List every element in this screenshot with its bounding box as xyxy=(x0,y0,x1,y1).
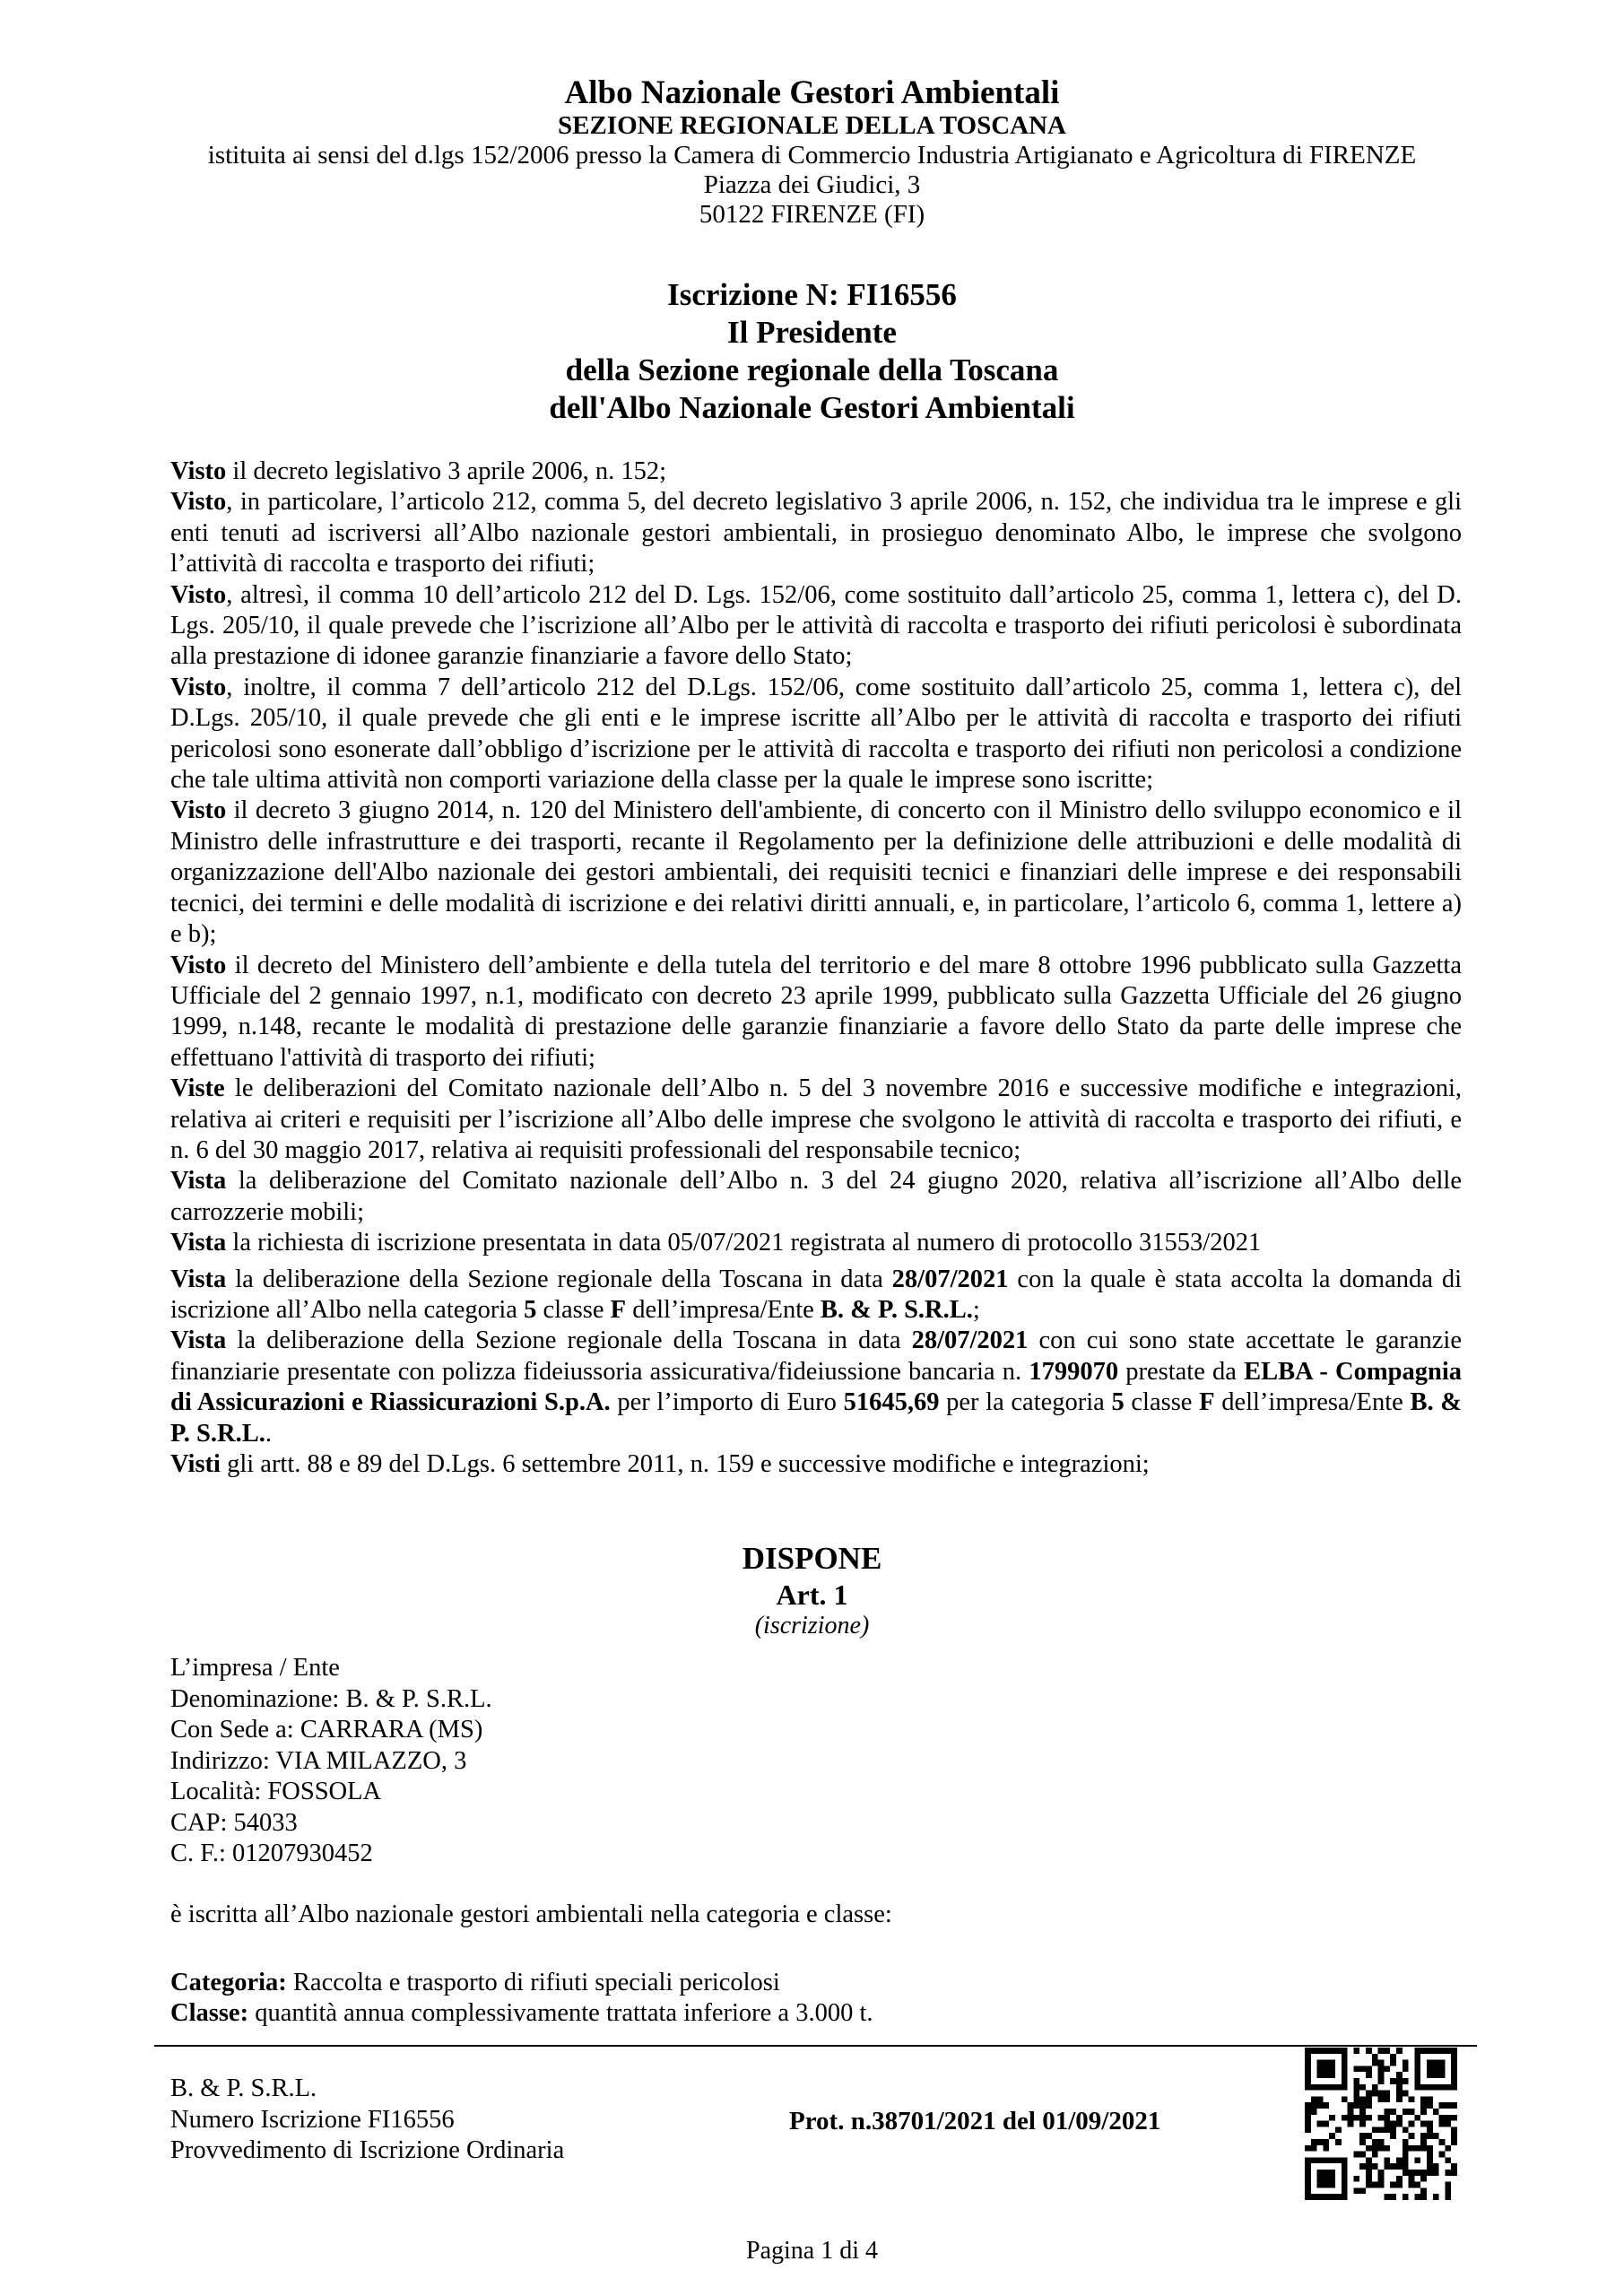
page-number: Pagina 1 di 4 xyxy=(746,2237,878,2265)
document-header xyxy=(0,75,1624,230)
footer-firm: B. & P. S.R.L. xyxy=(170,2074,317,2102)
president-title: Il Presidente xyxy=(727,315,897,350)
recital: Visto il decreto legislativo 3 aprile 2006, n. 152; xyxy=(170,457,667,485)
article-subtitle: (iscrizione) xyxy=(754,1612,870,1639)
category-class xyxy=(170,1968,873,2029)
recital-deliberation-acceptance: Vista la deliberazione della Sezione regionale della Toscana in data 28/07/2021 con la quale è stata accolta la domanda di iscrizione all’Albo nella categoria 5 classe F dell’impresa/Ente B. & P. S.R.L.; xyxy=(170,1265,1462,1324)
recital: Visto, altresì, il comma 10 dell’articolo 212 del D. Lgs. 152/06, come sostituito dall’articolo 25, comma 1, lettera c), del D. Lgs. 205/10, il quale prevede che l’iscrizione all’Albo per le attività di raccolta e trasporto dei rifiuti pericolosi è subordinata alla prestazione di idonee garanzie finanziarie a favore dello Stato; xyxy=(170,580,1462,671)
entity-name: Denominazione: B. & P. S.R.L. xyxy=(170,1684,492,1713)
protocol-number: Prot. n.38701/2021 del 01/09/2021 xyxy=(789,2107,1161,2135)
recital: Vista la deliberazione del Comitato nazionale dell’Albo n. 3 del 24 giugno 2020, relativa all’iscrizione all’Albo delle carrozzerie mobili; xyxy=(170,1167,1462,1226)
recital: Visto il decreto 3 giugno 2014, n. 120 del Ministero dell'ambiente, di concerto con il Ministro dello sviluppo economico e il Ministro delle infrastrutture e dei trasporti, recante il Regolamento per la definizione delle attribuzioni e delle modalità di organizzazione dell'Albo nazionale dei gestori ambientali, dei requisiti tecnici e finanziari delle imprese e dei responsabili tecnici, dei termini e delle modalità di iscrizione e dei relativi diritti annuali, e, in particolare, l’articolo 6, comma 1, lettere a) e b); xyxy=(170,796,1462,949)
registration-number: Iscrizione N: FI16556 xyxy=(667,277,957,312)
entity-details xyxy=(170,1653,492,1870)
header-institution: istituita ai sensi del d.lgs 152/2006 presso la Camera di Commercio Industria Artigianato e Agricoltura di FIRENZE xyxy=(207,141,1417,170)
dispone-heading: DISPONE xyxy=(742,1541,882,1576)
qr-code-icon xyxy=(1305,2048,1457,2200)
header-title: Albo Nazionale Gestori Ambientali xyxy=(564,74,1060,111)
recital-deliberation-guarantees: Vista la deliberazione della Sezione regionale della Toscana in data 28/07/2021 con cui sono state accettate le garanzie finanziarie presentate con polizza fideiussoria assicurativa/fideiussione bancaria n. 1799070 prestate da ELBA - Compagnia di Assicurazioni e Riassicurazioni S.p.A. per l’importo di Euro 51645,69 per la categoria 5 classe F dell’impresa/Ente B. & P. S.R.L.. xyxy=(170,1326,1462,1448)
class-line: Classe: quantità annua complessivamente trattata inferiore a 3.000 t. xyxy=(170,1999,873,2027)
recital: Visti gli artt. 88 e 89 del D.Lgs. 6 settembre 2011, n. 159 e successive modifiche e integrazioni; xyxy=(170,1450,1150,1478)
recital: Vista la richiesta di iscrizione presentata in data 05/07/2021 registrata al numero di protocollo 31553/2021 xyxy=(170,1229,1262,1257)
entity-locality: Località: FOSSOLA xyxy=(170,1778,382,1805)
footer-divider xyxy=(154,2045,1477,2047)
footer-info xyxy=(170,2074,564,2167)
entity-intro: L’impresa / Ente xyxy=(170,1654,340,1682)
document-titles xyxy=(0,276,1624,427)
entity-cap: CAP: 54033 xyxy=(170,1808,298,1837)
entity-address: Indirizzo: VIA MILAZZO, 3 xyxy=(170,1746,467,1775)
header-address: Piazza dei Giudici, 3 xyxy=(703,170,921,199)
header-section: SEZIONE REGIONALE DELLA TOSCANA xyxy=(557,111,1066,140)
recital: Visto, in particolare, l’articolo 212, comma 5, del decreto legislativo 3 aprile 2006, n. 152, che individua tra le imprese e gli enti tenuti ad iscriversi all’Albo nazionale gestori ambientali, in prosieguo denominato Albo, le imprese che svolgono l’attività di raccolta e trasporto dei rifiuti; xyxy=(170,488,1462,578)
albo-title: dell'Albo Nazionale Gestori Ambientali xyxy=(549,390,1075,425)
footer-number: Numero Iscrizione FI16556 xyxy=(170,2105,455,2134)
recital: Viste le deliberazioni del Comitato nazionale dell’Albo n. 5 del 3 novembre 2016 e successive modifiche e integrazioni, relativa ai criteri e requisiti per l’iscrizione all’Albo delle imprese che svolgono le attività di raccolta e trasporto dei rifiuti, e n. 6 del 30 maggio 2017, relativa ai requisiti professionali del responsabile tecnico; xyxy=(170,1074,1462,1164)
article-heading: Art. 1 xyxy=(776,1578,848,1611)
recital: Visto il decreto del Ministero dell’ambiente e della tutela del territorio e del mare 8 ottobre 1996 pubblicato sulla Gazzetta Ufficiale del 2 gennaio 1997, n.1, modificato con decreto 23 aprile 1999, pubblicato sulla Gazzetta Ufficiale del 26 giugno 1999, n.148, recante le modalità di prestazione delle garanzie finanziarie a favore dello Stato da parte delle imprese che effettuano l'attività di trasporto dei rifiuti; xyxy=(170,951,1462,1072)
recital: Visto, inoltre, il comma 7 dell’articolo 212 del D.Lgs. 152/06, come sostituito dall’articolo 25, comma 1, lettera c), del D.Lgs. 205/10, il quale prevede che gli enti e le imprese iscritte all’Albo per le attività di raccolta e trasporto dei rifiuti pericolosi sono esonerate dall’obbligo d’iscrizione per le attività di raccolta e trasporto dei rifiuti non pericolosi a condizione che tale ultima attività non comporti variazione della classe per la quale le imprese sono iscritte; xyxy=(170,673,1462,795)
document-body xyxy=(170,457,1462,1480)
entity-tax-code: C. F.: 01207930452 xyxy=(170,1839,373,1867)
category-line: Categoria: Raccolta e trasporto di rifiuti speciali pericolosi xyxy=(170,1969,780,1996)
registration-statement: è iscritta all’Albo nazionale gestori ambientali nella categoria e classe: xyxy=(170,1900,892,1928)
footer-provision: Provvedimento di Iscrizione Ordinaria xyxy=(170,2136,565,2164)
section-title: della Sezione regionale della Toscana xyxy=(565,352,1059,387)
entity-seat: Con Sede a: CARRARA (MS) xyxy=(170,1716,483,1744)
header-city: 50122 FIRENZE (FI) xyxy=(699,200,925,229)
